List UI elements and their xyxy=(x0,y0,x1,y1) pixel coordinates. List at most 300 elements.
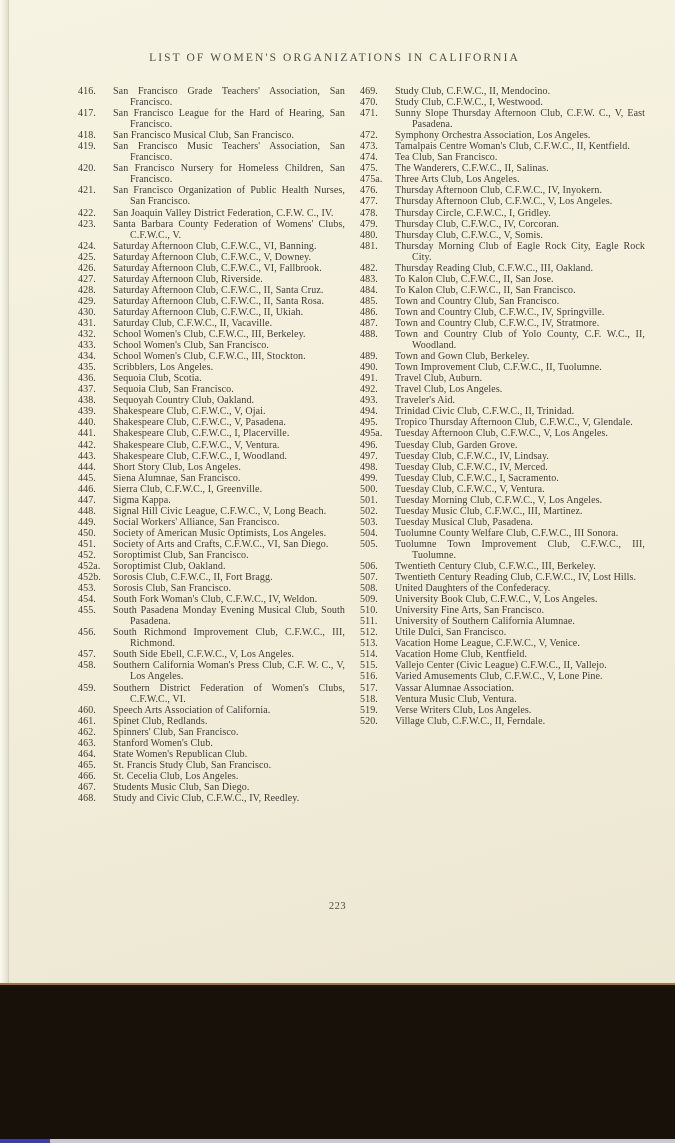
entry-number: 507. xyxy=(360,572,378,584)
entry-number: 488. xyxy=(360,329,378,341)
list-entry xyxy=(360,440,645,451)
list-entry xyxy=(360,627,645,638)
list-entry xyxy=(78,362,345,373)
entry-text: Sunny Slope Thursday Afternoon Club, C.F.W. C., V, East Pasadena. xyxy=(395,108,645,131)
list-entry xyxy=(78,793,345,804)
list-entry xyxy=(360,196,645,207)
entry-number: 452a. xyxy=(78,561,101,573)
entry-text: Saturday Afternoon Club, C.F.W.C., II, Ukiah. xyxy=(113,306,304,318)
entry-number: 473. xyxy=(360,141,378,153)
entry-number: 493. xyxy=(360,395,378,407)
list-entry xyxy=(360,572,645,583)
entry-number: 458. xyxy=(78,660,96,672)
list-entry xyxy=(78,285,345,296)
list-entry xyxy=(78,583,345,594)
entry-number: 449. xyxy=(78,516,96,528)
entry-text: Saturday Afternoon Club, C.F.W.C., V, Downey. xyxy=(113,251,312,263)
entry-text: Sorosis Club, San Francisco. xyxy=(113,583,232,595)
list-entry xyxy=(78,771,345,782)
list-entry xyxy=(78,417,345,428)
list-entry xyxy=(78,163,345,185)
entry-number: 475. xyxy=(360,163,378,175)
entry-text: Saturday Afternoon Club, C.F.W.C., II, Santa Cruz. xyxy=(113,284,324,296)
entry-number: 422. xyxy=(78,207,96,219)
entry-number: 430. xyxy=(78,306,96,318)
entry-number: 517. xyxy=(360,682,378,694)
entry-number: 421. xyxy=(78,185,96,197)
entry-text: School Women's Club, C.F.W.C., III, Berkeley. xyxy=(113,329,306,341)
entry-text: Shakespeare Club, C.F.W.C., V, Ojai. xyxy=(113,406,266,418)
list-entry xyxy=(78,329,345,340)
list-entry xyxy=(78,462,345,473)
entry-number: 463. xyxy=(78,737,96,749)
list-entry xyxy=(78,406,345,417)
entry-text: Siena Alumnae, San Francisco. xyxy=(113,472,241,484)
entry-number: 491. xyxy=(360,373,378,385)
list-entry xyxy=(360,318,645,329)
entry-number: 438. xyxy=(78,395,96,407)
entry-number: 447. xyxy=(78,494,96,506)
list-entry xyxy=(360,649,645,660)
page-title: LIST OF WOMEN'S ORGANIZATIONS IN CALIFORNIA xyxy=(149,52,520,64)
entry-text: Saturday Afternoon Club, C.F.W.C., II, Santa Rosa. xyxy=(113,295,325,307)
list-entry xyxy=(360,208,645,219)
entry-text: Thursday Morning Club of Eagle Rock City, Eagle Rock City. xyxy=(395,240,645,263)
entry-number: 515. xyxy=(360,660,378,672)
list-entry xyxy=(78,506,345,517)
entry-number: 452b. xyxy=(78,572,101,584)
entry-text: Shakespeare Club, C.F.W.C., V, Pasadena. xyxy=(113,417,287,429)
list-entry xyxy=(78,683,345,705)
entry-text: Thursday Afternoon Club, C.F.W.C., IV, Inyokern. xyxy=(395,185,603,197)
entry-text: Twentieth Century Reading Club, C.F.W.C., IV, Lost Hills. xyxy=(395,572,637,584)
entry-number: 510. xyxy=(360,605,378,617)
entry-number: 457. xyxy=(78,649,96,661)
entry-text: Soroptimist Club, Oakland. xyxy=(113,561,226,573)
entry-text: Study and Civic Club, C.F.W.C., IV, Reedley. xyxy=(113,793,300,804)
list-entry xyxy=(78,252,345,263)
entry-text: Sierra Club, C.F.W.C., I, Greenville. xyxy=(113,483,263,495)
list-entry xyxy=(78,594,345,605)
list-entry xyxy=(360,152,645,163)
list-entry xyxy=(78,528,345,539)
list-entry xyxy=(78,451,345,462)
entry-number: 467. xyxy=(78,781,96,793)
entry-text: To Kalon Club, C.F.W.C., II, San Francisco. xyxy=(395,284,576,296)
entry-number: 461. xyxy=(78,715,96,727)
entry-number: 440. xyxy=(78,417,96,429)
entry-number: 418. xyxy=(78,130,96,142)
entry-number: 513. xyxy=(360,638,378,650)
entry-text: Tuesday Morning Club, C.F.W.C., V, Los Angeles. xyxy=(395,494,603,506)
entry-number: 434. xyxy=(78,351,96,363)
list-entry xyxy=(360,230,645,241)
entry-text: Tuesday Club, C.F.W.C., IV, Merced. xyxy=(395,461,548,473)
entry-number: 433. xyxy=(78,340,96,352)
entry-number: 464. xyxy=(78,748,96,760)
list-entry xyxy=(78,130,345,141)
entry-number: 454. xyxy=(78,594,96,606)
entry-text: Tuesday Club, Garden Grove. xyxy=(395,439,518,451)
entry-number: 441. xyxy=(78,428,96,440)
entry-number: 419. xyxy=(78,141,96,153)
entry-number: 490. xyxy=(360,362,378,374)
entry-text: Verse Writers Club, Los Angeles. xyxy=(395,704,532,716)
list-entry xyxy=(78,274,345,285)
entry-number: 474. xyxy=(360,152,378,164)
entry-number: 495a. xyxy=(360,428,383,440)
entry-number: 432. xyxy=(78,329,96,341)
entry-text: San Francisco Musical Club, San Francisco. xyxy=(113,130,295,142)
entry-number: 417. xyxy=(78,108,96,120)
entry-text: San Francisco Grade Teachers' Association, San Francisco. xyxy=(113,86,345,109)
entry-number: 460. xyxy=(78,704,96,716)
entry-number: 459. xyxy=(78,682,96,694)
entry-number: 424. xyxy=(78,240,96,252)
entry-text: The Wanderers, C.F.W.C., II, Salinas. xyxy=(395,163,549,175)
page-number: 223 xyxy=(328,901,347,912)
scan-background xyxy=(0,983,675,1143)
entry-number: 431. xyxy=(78,317,96,329)
entry-text: Thursday Reading Club, C.F.W.C., III, Oakland. xyxy=(395,262,594,274)
list-entry xyxy=(78,572,345,583)
entry-number: 428. xyxy=(78,284,96,296)
entry-number: 489. xyxy=(360,351,378,363)
list-entry xyxy=(78,384,345,395)
entry-text: Shakespeare Club, C.F.W.C., V, Ventura. xyxy=(113,439,280,451)
entry-text: Town and Country Club of Yolo County, C.F. W.C., II, Woodland. xyxy=(395,329,645,352)
entry-text: Tea Club, San Francisco. xyxy=(395,152,498,164)
entry-text: Southern California Woman's Press Club, C.F. W. C., V, Los Angeles. xyxy=(113,660,345,683)
list-entry xyxy=(78,219,345,241)
entry-number: 423. xyxy=(78,218,96,230)
entry-text: Utile Dulci, San Francisco. xyxy=(395,627,507,639)
entry-text: Sequoia Club, San Francisco. xyxy=(113,384,234,396)
entry-text: Tuesday Club, C.F.W.C., V, Ventura. xyxy=(395,483,545,495)
entry-text: Stanford Women's Club. xyxy=(113,737,213,749)
list-entry xyxy=(360,495,645,506)
page-binding-edge xyxy=(0,0,9,983)
entry-number: 480. xyxy=(360,229,378,241)
entry-text: Tuesday Musical Club, Pasadena. xyxy=(395,516,533,528)
entry-text: State Women's Republican Club. xyxy=(113,748,248,760)
list-entry xyxy=(360,296,645,307)
entry-text: Varied Amusements Club, C.F.W.C., V, Lone Pine. xyxy=(395,671,603,683)
entry-text: Town Improvement Club, C.F.W.C., II, Tuolumne. xyxy=(395,362,602,374)
bottom-edge-strip xyxy=(0,1139,675,1143)
entry-number: 516. xyxy=(360,671,378,683)
entry-number: 496. xyxy=(360,439,378,451)
entry-number: 497. xyxy=(360,450,378,462)
entry-number: 486. xyxy=(360,306,378,318)
entry-number: 499. xyxy=(360,472,378,484)
entry-number: 503. xyxy=(360,516,378,528)
entry-text: San Francisco Music Teachers' Association, San Francisco. xyxy=(113,141,345,164)
entry-text: Travel Club, Auburn. xyxy=(395,373,483,385)
entry-text: San Francisco Nursery for Homeless Children, San Francisco. xyxy=(113,163,345,186)
list-entry xyxy=(360,605,645,616)
list-entry xyxy=(360,616,645,627)
list-entry xyxy=(78,550,345,561)
entry-text: St. Francis Study Club, San Francisco. xyxy=(113,759,272,771)
entry-text: University Fine Arts, San Francisco. xyxy=(395,605,545,617)
entry-number: 511. xyxy=(360,616,378,628)
entry-number: 478. xyxy=(360,207,378,219)
entry-number: 442. xyxy=(78,439,96,451)
entry-text: Saturday Afternoon Club, Riverside. xyxy=(113,273,263,285)
entry-text: Thursday Club, C.F.W.C., V, Somis. xyxy=(395,229,543,241)
entry-text: Saturday Afternoon Club, C.F.W.C., VI, Fallbrook. xyxy=(113,262,322,274)
entry-number: 420. xyxy=(78,163,96,175)
entry-number: 519. xyxy=(360,704,378,716)
entry-number: 501. xyxy=(360,494,378,506)
entry-number: 509. xyxy=(360,594,378,606)
list-entry xyxy=(360,174,645,185)
list-entry xyxy=(78,660,345,682)
list-entry xyxy=(360,484,645,495)
entry-text: Spinners' Club, San Francisco. xyxy=(113,726,239,738)
entry-text: San Joaquin Valley District Federation, C.F.W. C., IV. xyxy=(113,207,334,219)
entry-number: 475a. xyxy=(360,174,383,186)
entry-number: 471. xyxy=(360,108,378,120)
entry-text: Soroptimist Club, San Francisco. xyxy=(113,549,249,561)
list-entry xyxy=(78,782,345,793)
entry-text: Society of American Music Optimists, Los Angeles. xyxy=(113,527,327,539)
entry-text: Ventura Music Club, Ventura. xyxy=(395,693,517,705)
list-entry xyxy=(360,473,645,484)
entry-text: Town and Country Club, C.F.W.C., IV, Springville. xyxy=(395,306,605,318)
list-entry xyxy=(360,307,645,318)
entry-text: South Side Ebell, C.F.W.C., V, Los Angeles. xyxy=(113,649,295,661)
list-entry xyxy=(78,340,345,351)
entry-text: Shakespeare Club, C.F.W.C., I, Woodland. xyxy=(113,450,288,462)
entry-text: Spinet Club, Redlands. xyxy=(113,715,208,727)
entry-number: 484. xyxy=(360,284,378,296)
entry-number: 470. xyxy=(360,97,378,109)
list-entry xyxy=(78,495,345,506)
entry-text: San Francisco League for the Hard of Hearing, San Francisco. xyxy=(113,108,345,131)
entry-number: 502. xyxy=(360,505,378,517)
entry-text: Study Club, C.F.W.C., II, Mendocino. xyxy=(395,86,551,97)
entry-number: 443. xyxy=(78,450,96,462)
list-entry xyxy=(360,561,645,572)
entry-text: Southern District Federation of Women's Clubs, C.F.W.C., VI. xyxy=(113,682,345,705)
entry-text: Short Story Club, Los Angeles. xyxy=(113,461,242,473)
list-entry xyxy=(78,141,345,163)
list-entry xyxy=(360,274,645,285)
entry-text: Tuesday Club, C.F.W.C., IV, Lindsay. xyxy=(395,450,550,462)
entry-number: 495. xyxy=(360,417,378,429)
list-entry xyxy=(78,605,345,627)
entry-text: Tropico Thursday Afternoon Club, C.F.W.C., V, Glendale. xyxy=(395,417,633,429)
entry-number: 487. xyxy=(360,317,378,329)
entry-text: Tuesday Music Club, C.F.W.C., III, Martinez. xyxy=(395,505,583,517)
entry-number: 456. xyxy=(78,627,96,639)
entry-text: Trinidad Civic Club, C.F.W.C., II, Trinidad. xyxy=(395,406,575,418)
list-entry xyxy=(78,484,345,495)
entry-number: 469. xyxy=(360,86,378,97)
list-entry xyxy=(360,219,645,230)
list-entry xyxy=(78,738,345,749)
list-entry xyxy=(360,671,645,682)
list-entry xyxy=(360,539,645,561)
list-entry xyxy=(360,660,645,671)
list-entry xyxy=(360,130,645,141)
list-entry xyxy=(78,649,345,660)
entry-number: 505. xyxy=(360,538,378,550)
entry-text: Tuolumne Town Improvement Club, C.F.W.C., III, Tuolumne. xyxy=(395,538,645,561)
list-entry xyxy=(360,583,645,594)
list-entry xyxy=(78,263,345,274)
entry-text: Vassar Alumnae Association. xyxy=(395,682,515,694)
entry-number: 481. xyxy=(360,240,378,252)
entry-text: Traveler's Aid. xyxy=(395,395,456,407)
list-entry xyxy=(360,506,645,517)
entry-text: Saturday Afternoon Club, C.F.W.C., VI, Banning. xyxy=(113,240,317,252)
entry-text: Sequoia Club, Scotia. xyxy=(113,373,202,385)
list-entry xyxy=(360,451,645,462)
list-entry xyxy=(78,749,345,760)
entry-number: 479. xyxy=(360,218,378,230)
list-entry xyxy=(78,395,345,406)
entry-number: 500. xyxy=(360,483,378,495)
entry-text: Tuesday Club, C.F.W.C., I, Sacramento. xyxy=(395,472,559,484)
list-entry xyxy=(360,263,645,274)
entry-text: Society of Arts and Crafts, C.F.W.C., VI, San Diego. xyxy=(113,538,329,550)
list-entry xyxy=(78,185,345,207)
entry-number: 472. xyxy=(360,130,378,142)
entry-number: 439. xyxy=(78,406,96,418)
entry-number: 446. xyxy=(78,483,96,495)
list-entry xyxy=(360,716,645,727)
entry-text: University of Southern California Alumnae. xyxy=(395,616,576,628)
entry-text: Scribblers, Los Angeles. xyxy=(113,362,214,374)
entry-number: 514. xyxy=(360,649,378,661)
list-entry xyxy=(360,108,645,130)
entry-text: Village Club, C.F.W.C., II, Ferndale. xyxy=(395,715,546,727)
right-column xyxy=(360,86,645,804)
list-entry xyxy=(78,473,345,484)
entry-text: Tamalpais Centre Woman's Club, C.F.W.C., II, Kentfield. xyxy=(395,141,630,153)
entry-text: Thursday Afternoon Club, C.F.W.C., V, Los Angeles. xyxy=(395,196,613,208)
entry-text: Town and Country Club, San Francisco. xyxy=(395,295,560,307)
entry-text: Town and Country Club, C.F.W.C., IV, Stratmore. xyxy=(395,317,600,329)
entry-number: 468. xyxy=(78,793,96,804)
entry-number: 498. xyxy=(360,461,378,473)
entry-text: Speech Arts Association of California. xyxy=(113,704,271,716)
list-entry xyxy=(360,395,645,406)
entry-text: Sequoyah Country Club, Oakland. xyxy=(113,395,255,407)
entry-text: Twentieth Century Club, C.F.W.C., III, Berkeley. xyxy=(395,561,596,573)
entry-text: Tuolumne County Welfare Club, C.F.W.C., III Sonora. xyxy=(395,527,619,539)
entry-text: South Richmond Improvement Club, C.F.W.C., III, Richmond. xyxy=(113,627,345,650)
list-entry xyxy=(78,440,345,451)
entry-text: To Kalon Club, C.F.W.C., II, San Jose. xyxy=(395,273,554,285)
list-entry xyxy=(78,373,345,384)
entry-number: 466. xyxy=(78,770,96,782)
entry-text: San Francisco Organization of Public Health Nurses, San Francisco. xyxy=(113,185,345,208)
list-entry xyxy=(360,241,645,263)
list-entry xyxy=(360,384,645,395)
entry-text: Travel Club, Los Angeles. xyxy=(395,384,503,396)
entry-number: 476. xyxy=(360,185,378,197)
list-entry xyxy=(360,362,645,373)
entry-text: Three Arts Club, Los Angeles. xyxy=(395,174,520,186)
entry-number: 494. xyxy=(360,406,378,418)
list-entry xyxy=(360,638,645,649)
list-entry xyxy=(360,594,645,605)
entry-text: Sorosis Club, C.F.W.C., II, Fort Bragg. xyxy=(113,572,273,584)
list-entry xyxy=(78,108,345,130)
list-entry xyxy=(78,627,345,649)
entry-text: University Book Club, C.F.W.C., V, Los Angeles. xyxy=(395,594,598,606)
entry-number: 504. xyxy=(360,527,378,539)
entry-text: Social Workers' Alliance, San Francisco. xyxy=(113,516,280,528)
entry-number: 427. xyxy=(78,273,96,285)
entry-number: 416. xyxy=(78,86,96,97)
list-entry xyxy=(78,760,345,771)
entry-text: Sigma Kappa. xyxy=(113,494,171,506)
list-entry xyxy=(78,428,345,439)
entry-number: 518. xyxy=(360,693,378,705)
list-entry xyxy=(78,517,345,528)
entry-text: Santa Barbara County Federation of Womens' Clubs, C.F.W.C., V. xyxy=(113,218,345,241)
entry-number: 455. xyxy=(78,605,96,617)
list-entry xyxy=(78,208,345,219)
list-entry xyxy=(78,296,345,307)
entry-number: 465. xyxy=(78,759,96,771)
list-entry xyxy=(360,97,645,108)
entry-text: Signal Hill Civic League, C.F.W.C., V, Long Beach. xyxy=(113,505,327,517)
entry-number: 482. xyxy=(360,262,378,274)
list-entry xyxy=(78,561,345,572)
entry-text: Shakespeare Club, C.F.W.C., I, Placerville. xyxy=(113,428,290,440)
entry-number: 445. xyxy=(78,472,96,484)
entry-number: 452. xyxy=(78,549,96,561)
entry-text: Study Club, C.F.W.C., I, Westwood. xyxy=(395,97,543,109)
list-entry xyxy=(360,141,645,152)
entry-text: Students Music Club, San Diego. xyxy=(113,781,250,793)
list-entry xyxy=(360,517,645,528)
list-entry xyxy=(360,528,645,539)
entry-text: Saturday Club, C.F.W.C., II, Vacaville. xyxy=(113,317,273,329)
list-entry xyxy=(360,185,645,196)
entry-number: 508. xyxy=(360,583,378,595)
entry-number: 492. xyxy=(360,384,378,396)
entry-number: 506. xyxy=(360,561,378,573)
list-entry xyxy=(360,428,645,439)
entry-number: 485. xyxy=(360,295,378,307)
list-entry xyxy=(360,86,645,97)
list-entry xyxy=(360,694,645,705)
entry-number: 450. xyxy=(78,527,96,539)
list-entry xyxy=(78,727,345,738)
entry-text: Thursday Circle, C.F.W.C., I, Gridley. xyxy=(395,207,551,219)
list-entry xyxy=(78,318,345,329)
entry-text: Vallejo Center (Civic League) C.F.W.C., II, Vallejo. xyxy=(395,660,607,672)
list-entry xyxy=(360,705,645,716)
list-entry xyxy=(78,307,345,318)
entry-number: 512. xyxy=(360,627,378,639)
entry-text: St. Cecelia Club, Los Angeles. xyxy=(113,770,239,782)
entry-number: 462. xyxy=(78,726,96,738)
bottom-edge-blue-bar xyxy=(0,1139,50,1143)
list-entry xyxy=(360,462,645,473)
entry-number: 435. xyxy=(78,362,96,374)
list-entry xyxy=(360,285,645,296)
entry-number: 451. xyxy=(78,538,96,550)
entry-text: School Women's Club, C.F.W.C., III, Stockton. xyxy=(113,351,306,363)
